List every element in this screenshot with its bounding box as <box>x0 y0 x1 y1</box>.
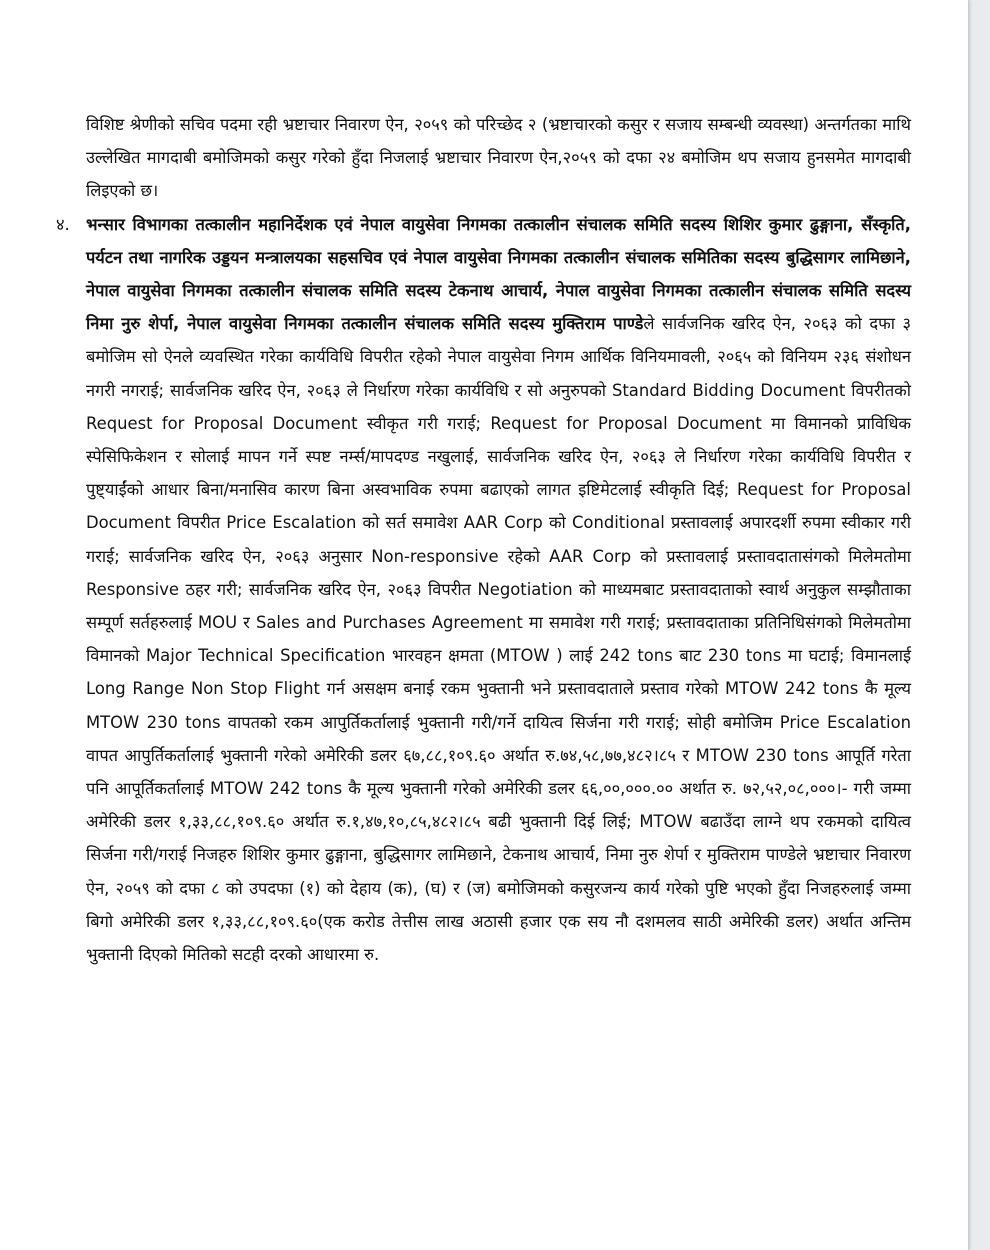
paragraph-continuation: विशिष्ट श्रेणीको सचिव पदमा रही भ्रष्टाचार निवारण ऐन, २०५९ को परिच्छेद २ (भ्रष्टाचारको कसुर र सजाय सम्बन्धी व्यवस्था) अन्तर्गतका माथि उल्लेखित मागदाबी बमोजिमको कसुर गरेको हुँदा निजलाई भ्रष्टाचार निवारण ऐन,२०५९ को दफा २४ बमोजिम थप सजाय हुनसमेत मागदाबी लिइएको छ। <box>86 115 911 201</box>
list-item-4 <box>56 208 911 972</box>
list-item-number: ४. <box>56 214 70 234</box>
document-body <box>56 108 911 971</box>
accused-names-bold: भन्सार विभागका तत्कालीन महानिर्देशक एवं नेपाल वायुसेवा निगमका तत्कालीन संचालक समिति सदस्य शिशिर कुमार ढुङ्गाना, सँस्कृति, पर्यटन तथा नागरिक उड्डयन मन्त्रालयका सहसचिव एवं नेपाल वायुसेवा निगमका तत्कालीन संचालक समितिका सदस्य बुद्धिसागर लामिछाने, नेपाल वायुसेवा निगमका तत्कालीन संचालक समिति सदस्य टेकनाथ आचार्य, नेपाल वायुसेवा निगमका तत्कालीन संचालक समिति सदस्य निमा नुरु शेर्पा, नेपाल वायुसेवा निगमका तत्कालीन संचालक समिति सदस्य मुक्तिराम पाण्डे <box>86 214 911 334</box>
charge-text: ले सार्वजनिक खरिद ऐन, २०६३ को दफा ३ बमोजिम सो ऐनले व्यवस्थित गरेका कार्यविधि विपरीत रहेको नेपाल वायुसेवा निगम आर्थिक विनियमावली, २०६५ को विनियम २३६ संशोधन नगरी नगराई; सार्वजनिक खरिद ऐन, २०६३ ले निर्धारण गरेका कार्यविधि र सो अनुरुपको Standard Bidding Document विपरीतको Request for Proposal Document स्वीकृत गरी गराई; Request for Proposal Document मा विमानको प्राविधिक स्पेसिफिकेशन र सोलाई मापन गर्ने स्पष्ट नर्म्स/मापदण्ड नखुलाई, सार्वजनिक खरिद ऐन, २०६३ ले निर्धारण गरेका कार्यविधि विपरीत र पुष्ट्याईंको आधार बिना/मनासिव कारण बिना अस्वभाविक रुपमा बढाएको लागत इष्टिमेटलाई स्वीकृति दिई; Request for Proposal Document विपरीत Price Escalation को सर्त समावेश AAR Corp को Conditional प्रस्तावलाई अपारदर्शी रुपमा स्वीकार गरी गराई; सार्वजनिक खरिद ऐन, २०६३ अनुसार Non-responsive रहेको AAR Corp को प्रस्तावलाई प्रस्तावदातासंगको मिलेमतोमा Responsive ठहर गरी; सार्वजनिक खरिद ऐन, २०६३ विपरीत Negotiation को माध्यमबाट प्रस्तावदाताको स्वार्थ अनुकुल सम्झौताका सम्पूर्ण सर्तहरुलाई MOU र Sales and Purchases Agreement मा समावेश गरी गराई; प्रस्तावदाताका प्रतिनिधिसंगको मिलेमतोमा विमानको Major Technical Specification भारवहन क्षमता (MTOW ) लाई 242 tons बाट 230 tons मा घटाई; विमानलाई Long Range Non Stop Flight गर्न असक्षम बनाई रकम भुक्तानी भने प्रस्तावदाताले प्रस्ताव गरेको MTOW 242 tons कै मूल्य MTOW 230 tons वापतको रकम आपुर्तिकर्तालाई भुक्तानी गरी/गर्ने दायित्व सिर्जना गरी गराई; सोही बमोजिम Price Escalation वापत आपुर्तिकर्तालाई भुक्तानी गरेको अमेरिकी डलर ६७,८८,१०९.६० अर्थात रु.७४,५८,७७,४८२।८५ र MTOW 230 tons आपूर्ति गरेता पनि आपूर्तिकर्तालाई MTOW 242 tons कै मूल्य भुक्तानी गरेको अमेरिकी डलर ६६,००,०००.०० अर्थात रु. ७२,५२,०८,०००।- गरी जम्मा अमेरिकी डलर १,३३,८८,१०९.६० अर्थात रु.१,४७,१०,८५,४८२।८५ बढी भुक्तानी दिई लिई; MTOW बढाउँदा लाग्ने थप रकमको दायित्व सिर्जना गरी/गराई निजहरु शिशिर कुमार ढुङ्गाना, बुद्धिसागर लामिछाने, टेकनाथ आचार्य, निमा नुरु शेर्पा र मुक्तिराम पाण्डेले भ्रष्टाचार निवारण ऐन, २०५९ को दफा ८ को उपदफा (१) को देहाय (क), (घ) र (ज) बमोजिमको कसुरजन्य कार्य गरेको पुष्टि भएको हुँदा निजहरुलाई जम्मा बिगो अमेरिकी डलर १,३३,८८,१०९.६०(एक करोड तेत्तीस लाख अठासी हजार एक सय नौ दशमलव साठी अमेरिकी डलर) अर्थात अन्तिम भुक्तानी दिएको मितिको सटही दरको आधारमा रु. <box>86 314 911 965</box>
